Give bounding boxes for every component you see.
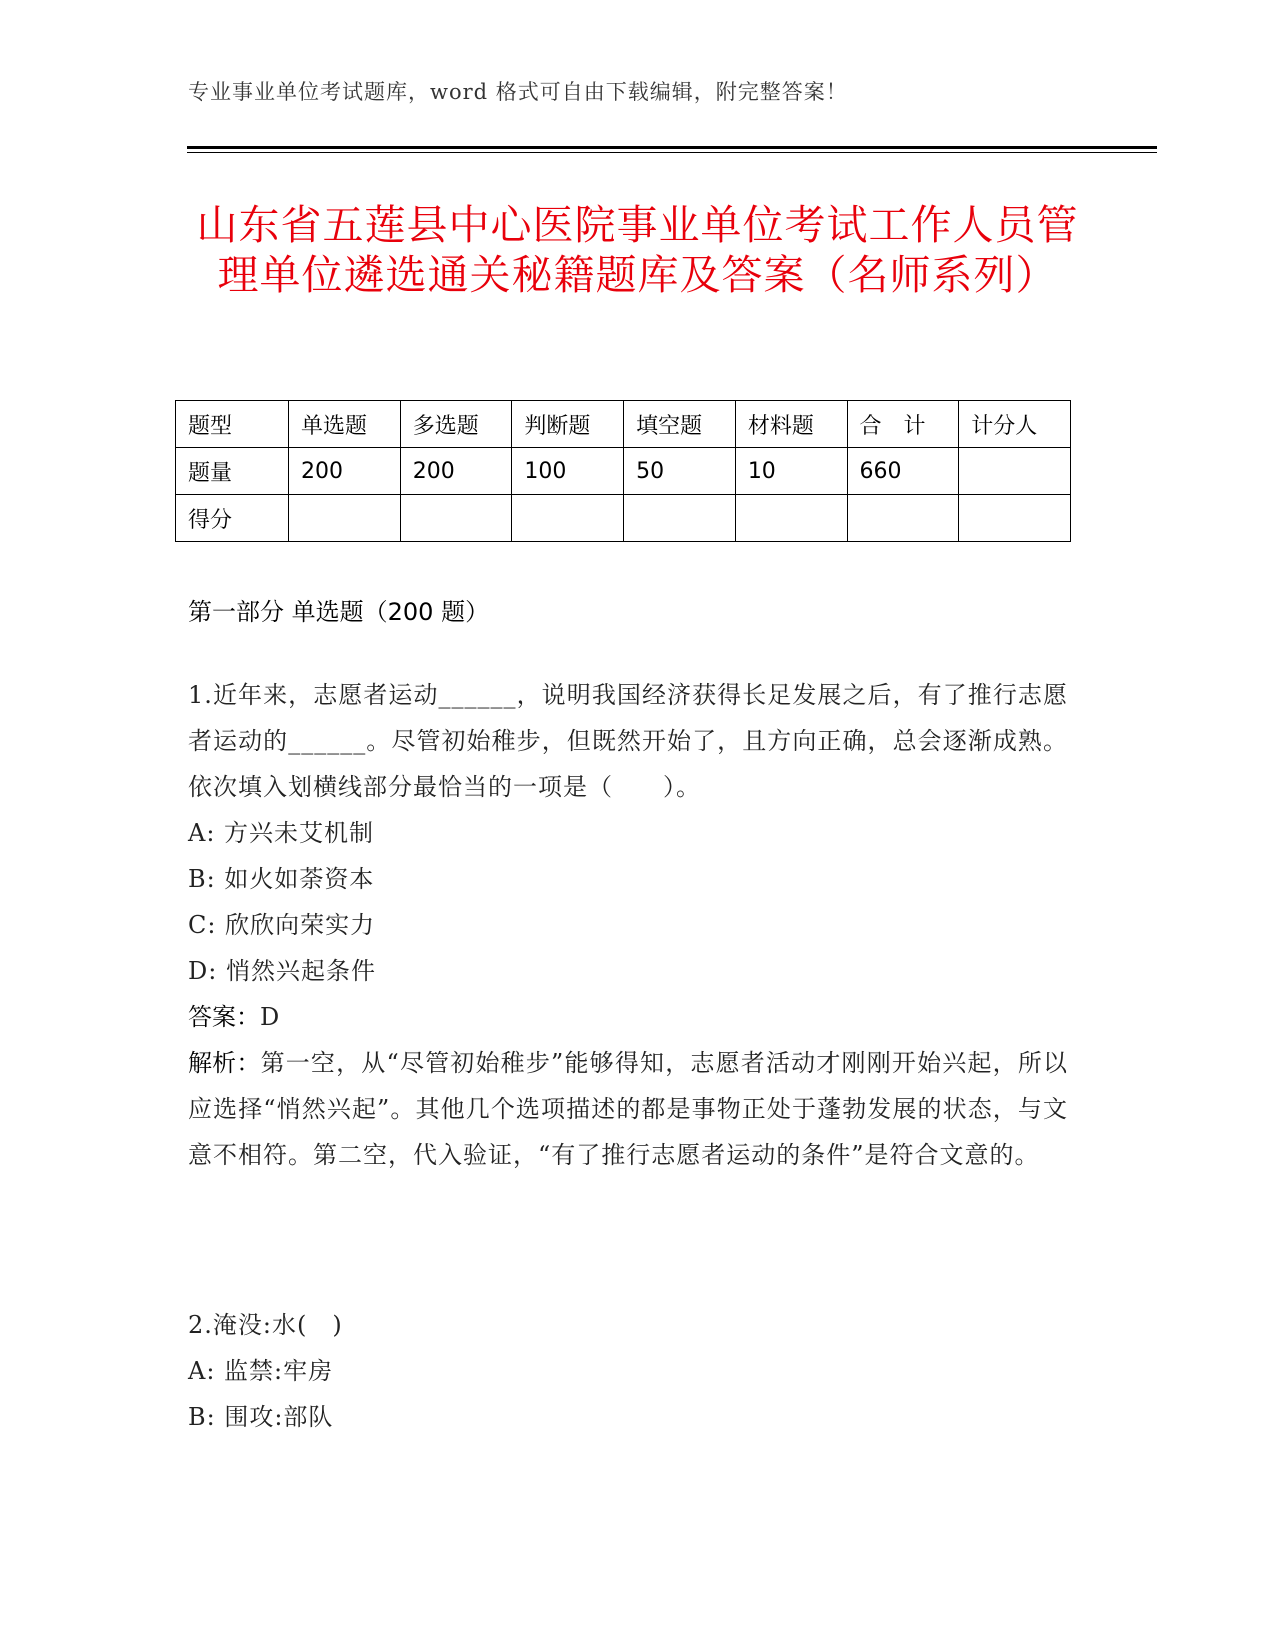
table-header-row [176, 401, 1071, 448]
table-cell: 单选题 [289, 401, 401, 448]
table-cell: 10 [735, 448, 847, 495]
analysis-text: 第一空，从“尽管初始稚步”能够得知，志愿者活动才刚刚开始兴起，所以应选择“悄然兴起”。其他几个选项描述的都是事物正处于蓬勃发展的状态，与文意不相符。第二空，代入验证，“有了推行志愿者运动的条件”是符合文意的。 [188, 1049, 1068, 1169]
answer-line [188, 994, 1068, 1040]
table-cell: 得分 [176, 495, 289, 542]
table-cell: 计分人 [959, 401, 1071, 448]
option-a: A: 方兴未艾机制 [188, 819, 375, 847]
table-cell [959, 495, 1071, 542]
table-cell: 合 计 [847, 401, 959, 448]
answer-label: 答案： [188, 1003, 260, 1031]
table-cell [847, 495, 959, 542]
table-cell: 题量 [176, 448, 289, 495]
section-heading: 第一部分 单选题（200 题） [188, 598, 490, 626]
header-note: 专业事业单位考试题库，word 格式可自由下载编辑，附完整答案！ [188, 80, 848, 104]
option-b: B: 围攻:部队 [188, 1403, 334, 1431]
option-b: B: 如火如荼资本 [188, 865, 375, 893]
table-cell: 填空题 [624, 401, 736, 448]
table-cell [959, 448, 1071, 495]
answer-value: D [260, 1003, 281, 1031]
table-cell [512, 495, 624, 542]
question-stem: 2.淹没:水( ) [188, 1311, 343, 1339]
table-cell: 200 [400, 448, 512, 495]
table-cell: 660 [847, 448, 959, 495]
header-rule-thick [187, 146, 1157, 149]
table-cell [400, 495, 512, 542]
analysis-label: 解析： [188, 1049, 261, 1077]
table-cell: 题型 [176, 401, 289, 448]
table-cell [735, 495, 847, 542]
table-cell: 200 [289, 448, 401, 495]
document-title: 山东省五莲县中心医院事业单位考试工作人员管理单位遴选通关秘籍题库及答案（名师系列） [196, 201, 1079, 299]
option-c: C: 欣欣向荣实力 [188, 911, 376, 939]
table-cell: 50 [624, 448, 736, 495]
analysis [188, 1040, 1068, 1178]
question-2 [188, 1302, 1068, 1440]
option-d: D: 悄然兴起条件 [188, 957, 376, 985]
option-a: A: 监禁:牢房 [188, 1357, 334, 1385]
table-cell: 100 [512, 448, 624, 495]
table-row [176, 448, 1071, 495]
table-cell: 材料题 [735, 401, 847, 448]
table-row [176, 495, 1071, 542]
summary-table [175, 400, 1071, 542]
table-cell [624, 495, 736, 542]
question-1 [188, 672, 1068, 1178]
question-stem: 1.近年来，志愿者运动______，说明我国经济获得长足发展之后，有了推行志愿者运动的______。尽管初始稚步，但既然开始了，且方向正确，总会逐渐成熟。 依次填入划横线部分最恰当的一项是（ ）。 [188, 681, 1068, 801]
table-cell: 多选题 [400, 401, 512, 448]
header-rule-thin [187, 152, 1157, 153]
table-cell [289, 495, 401, 542]
table-cell: 判断题 [512, 401, 624, 448]
